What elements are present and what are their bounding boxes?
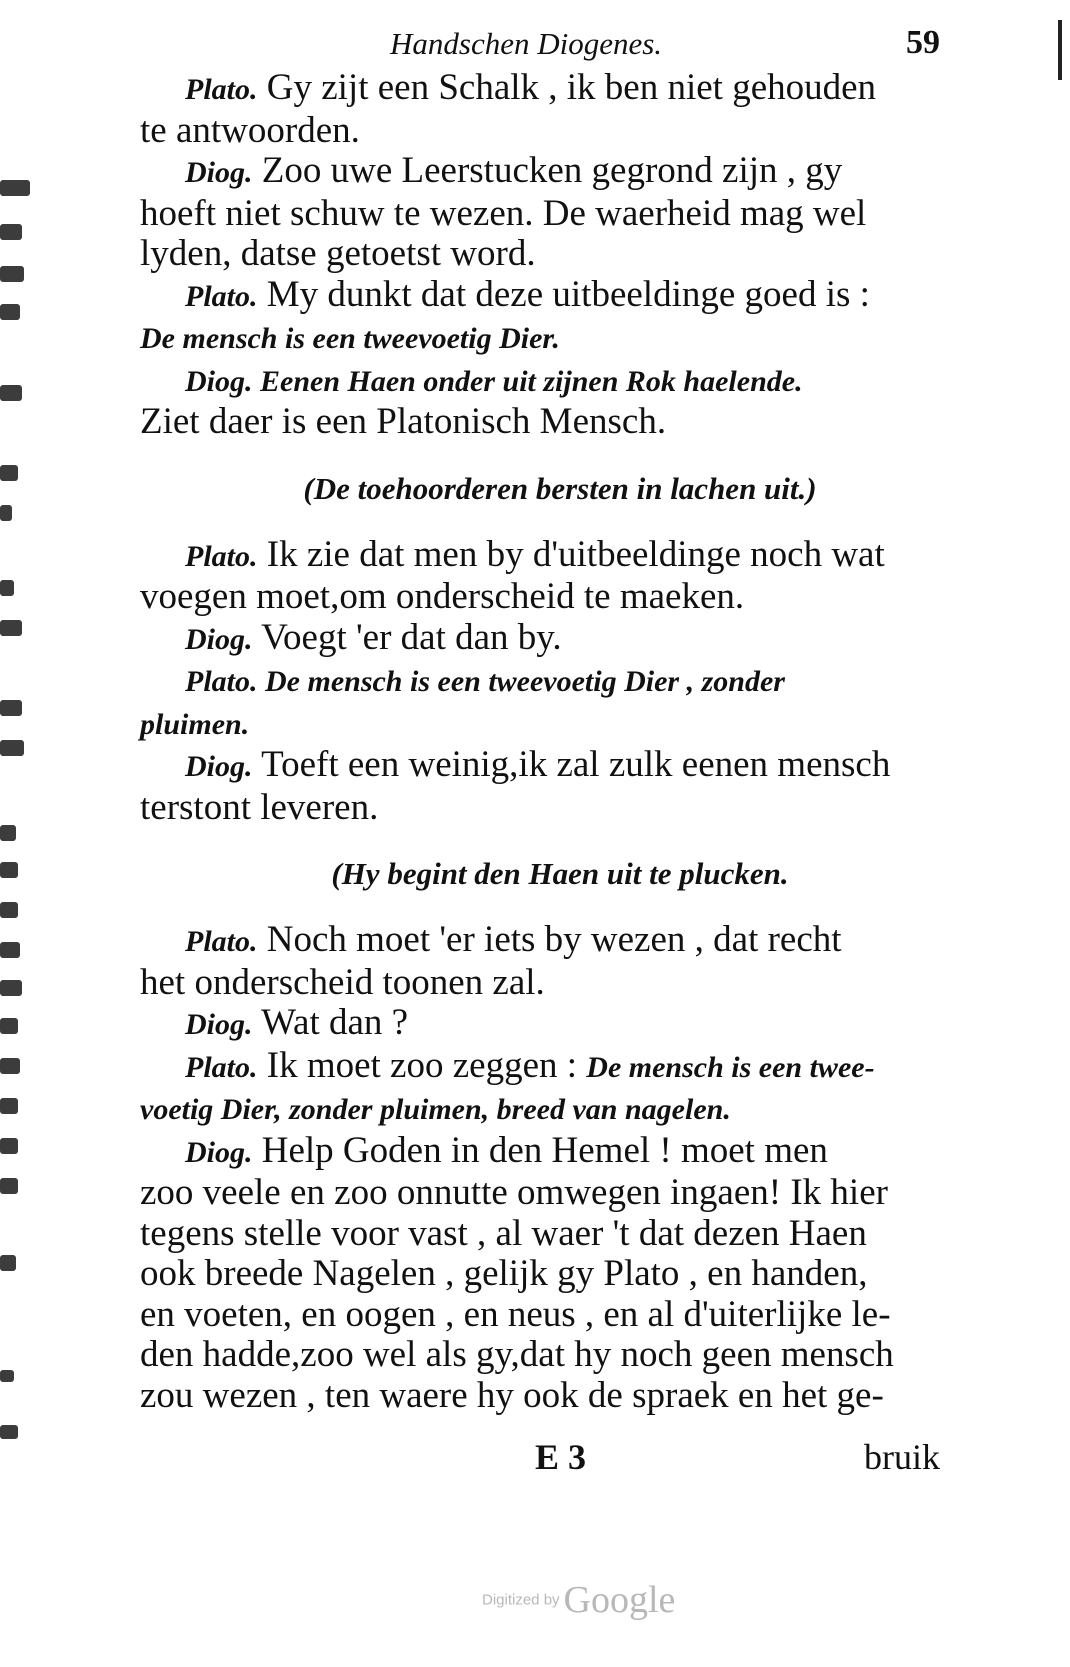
margin-fragment (0, 740, 24, 756)
line-text: Zoo uwe Leerstucken gegrond zijn , gy (252, 150, 843, 191)
text-line (140, 535, 940, 578)
margin-fragment (0, 385, 22, 401)
margin-fragment (0, 180, 30, 196)
line-text: Ziet daer is een Platonisch Mensch. (140, 401, 667, 442)
text-line (140, 1173, 940, 1214)
text-line (140, 1131, 940, 1174)
margin-fragment (0, 304, 20, 320)
text-line (140, 275, 940, 318)
dialogue-block-2 (140, 535, 940, 829)
line-text: ook breede Nagelen , gelijk gy Plato , en handen, (140, 1253, 868, 1294)
text-line (140, 1088, 940, 1131)
margin-fragment (0, 862, 18, 878)
margin-fragment (0, 266, 24, 282)
italic-text: pluimen. (140, 707, 250, 741)
text-line (140, 111, 940, 152)
spacer (140, 509, 940, 535)
line-text: Gy zijt een Schalk , ik ben niet gehouden (257, 67, 877, 108)
text-line (140, 234, 940, 275)
italic-text: De mensch is een tweevoetig Dier. (140, 322, 560, 355)
dialogue-block-1 (140, 68, 940, 443)
margin-fragment (0, 1255, 16, 1271)
speaker-name: Diog. (185, 156, 253, 189)
line-text: en voeten, en oogen , en neus , en al d'uiterlijke le- (140, 1293, 891, 1335)
spacer (140, 443, 940, 469)
speaker-name: Diog. (185, 622, 253, 656)
stage-direction-plucking: (Hy begint den Haen uit te plucken. (331, 856, 789, 891)
text-line (140, 788, 940, 829)
line-text: zou wezen , ten waere hy ook de spraek en het ge- (140, 1374, 884, 1416)
speaker-name: Diog. (185, 1135, 253, 1169)
catchword: bruik (864, 1437, 940, 1477)
text-line (140, 1335, 940, 1376)
margin-fragment (0, 1058, 20, 1074)
line-text: te antwoorden. (140, 109, 360, 151)
speaker-name: Plato. (185, 73, 258, 106)
margin-fragment (0, 700, 22, 716)
spacer (140, 828, 940, 854)
margin-fragment (0, 1138, 18, 1154)
margin-fragment (0, 465, 18, 481)
page-edge-shadow (1058, 20, 1062, 80)
margin-fragment (0, 620, 22, 636)
margin-fragment (0, 825, 16, 841)
text-line (140, 360, 940, 403)
margin-fragment (0, 942, 20, 958)
stage-direction-laughter: (De toehoorderen bersten in lachen uit.) (303, 470, 817, 506)
line-text: het onderscheid toonen zal. (140, 961, 545, 1003)
text-line (140, 660, 940, 703)
margin-fragment (0, 505, 12, 521)
speaker-name: Plato. (185, 1050, 258, 1084)
page-number: 59 (906, 24, 940, 61)
line-text: Ik moet zoo zeggen : (257, 1044, 587, 1086)
margin-fragment (0, 224, 22, 240)
line-text: zoo veele en zoo onnutte omwegen ingaen! Ik hier (140, 1172, 888, 1213)
italic-text: De mensch is een tweevoetig Dier , zonder (257, 665, 785, 698)
speaker-name: Diog. (185, 364, 253, 398)
italic-text: voetig Dier, zonder pluimen, breed van nagelen. (140, 1093, 731, 1126)
italic-text: De mensch is een twee- (586, 1050, 875, 1084)
line-text: Noch moet 'er iets by wezen , dat recht (257, 919, 842, 960)
text-line (140, 1003, 940, 1046)
digitization-watermark (482, 1578, 675, 1622)
facing-page-margin-fragments (0, 180, 36, 1540)
text-line (140, 317, 940, 360)
signature-mark: E 3 (535, 1437, 587, 1477)
watermark-logo-text: Google (563, 1579, 676, 1621)
line-text: Voegt 'er dat dan by. (252, 616, 562, 658)
page-footer (140, 1436, 940, 1484)
margin-fragment (0, 1370, 14, 1382)
margin-fragment (0, 1425, 18, 1439)
speaker-name: Plato. (185, 665, 258, 698)
text-line (140, 68, 940, 111)
line-text: terstont leveren. (140, 786, 379, 828)
text-line (140, 1254, 940, 1295)
speaker-name: Diog. (185, 1008, 253, 1041)
text-line (140, 194, 940, 235)
speaker-name: Diog. (185, 750, 253, 783)
line-text: voegen moet,om onderscheid te maeken. (140, 576, 745, 617)
running-title: Handschen Diogenes. (390, 26, 663, 61)
text-line (140, 1295, 940, 1336)
margin-fragment (0, 1098, 18, 1114)
line-text: hoeft niet schuw te wezen. De waerheid mag wel (140, 192, 867, 234)
margin-fragment (0, 902, 18, 918)
spacer (140, 894, 940, 920)
line-text: Wat dan ? (252, 1002, 409, 1043)
text-line (140, 402, 940, 443)
text-line (140, 618, 940, 661)
line-text: My dunkt dat deze uitbeeldinge goed is : (257, 273, 870, 315)
margin-fragment (0, 1018, 18, 1034)
margin-fragment (0, 580, 14, 596)
page-body (140, 68, 940, 1416)
line-text: lyden, datse getoetst word. (140, 233, 536, 274)
text-line (140, 1376, 940, 1417)
text-line (140, 1046, 940, 1089)
text-line (140, 577, 940, 618)
watermark-prefix: Digitized by (482, 1591, 560, 1609)
speaker-name: Plato. (185, 279, 258, 313)
text-line (140, 1214, 940, 1255)
text-line (140, 745, 940, 788)
line-text: tegens stelle voor vast , al waer 't dat dezen Haen (140, 1212, 867, 1254)
margin-fragment (0, 1178, 18, 1194)
running-header (380, 22, 940, 72)
line-text: den hadde,zoo wel als gy,dat hy noch geen mensch (140, 1334, 894, 1375)
speaker-name: Plato. (185, 925, 258, 958)
text-line (140, 151, 940, 194)
line-text: Help Goden in den Hemel ! moet men (252, 1129, 828, 1171)
speaker-name: Plato. (185, 539, 258, 573)
text-line (140, 703, 940, 746)
text-line (140, 920, 940, 963)
italic-text: Eenen Haen onder uit zijnen Rok haelende. (252, 364, 803, 398)
margin-fragment (0, 980, 22, 996)
line-text: Toeft een weinig,ik zal zulk eenen mensch (252, 744, 891, 785)
text-line (140, 963, 940, 1004)
dialogue-block-3 (140, 920, 940, 1416)
line-text: Ik zie dat men by d'uitbeeldinge noch wat (257, 533, 885, 575)
